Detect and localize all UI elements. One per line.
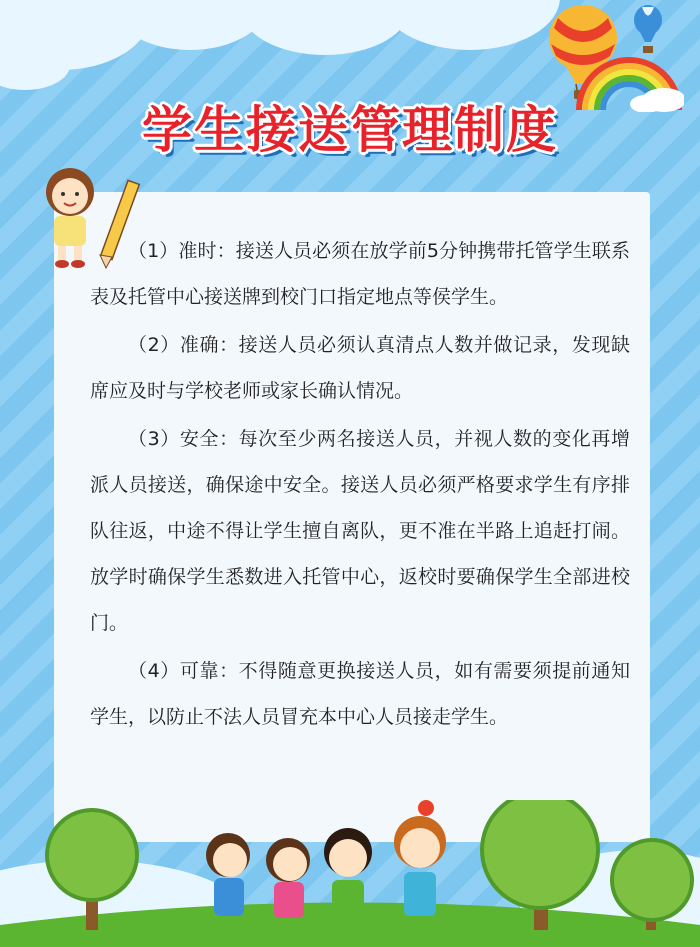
rule-paragraph-3: （3）安全：每次至少两名接送人员，并视人数的变化再增派人员接送，确保途中安全。接送人员必须严格要求学生有序排队往返，中途不得让学生擅自离队，更不准在半路上追赶打闹。放学时确保学生悉数进入托管中心，返校时要确保学生全部进校门。 <box>90 428 630 634</box>
rule-paragraph-2: （2）准确：接送人员必须认真清点人数并做记录，发现缺席应及时与学校老师或家长确认情况。 <box>90 334 630 402</box>
small-balloon-icon <box>632 4 664 56</box>
page-title: 学生接送管理制度 <box>142 101 558 159</box>
children-holding-hands-icon <box>206 800 446 918</box>
rule-paragraph-1: （1）准时：接送人员必须在放学前5分钟携带托管学生联系表及托管中心接送牌到校门口指定地点等侯学生。 <box>90 240 630 308</box>
rule-paragraph-4: （4）可靠：不得随意更换接送人员，如有需要须提前通知学生，以防止不法人员冒充本中心人员接走学生。 <box>90 660 630 728</box>
ground-scene <box>0 800 700 947</box>
rules-text <box>90 228 630 742</box>
